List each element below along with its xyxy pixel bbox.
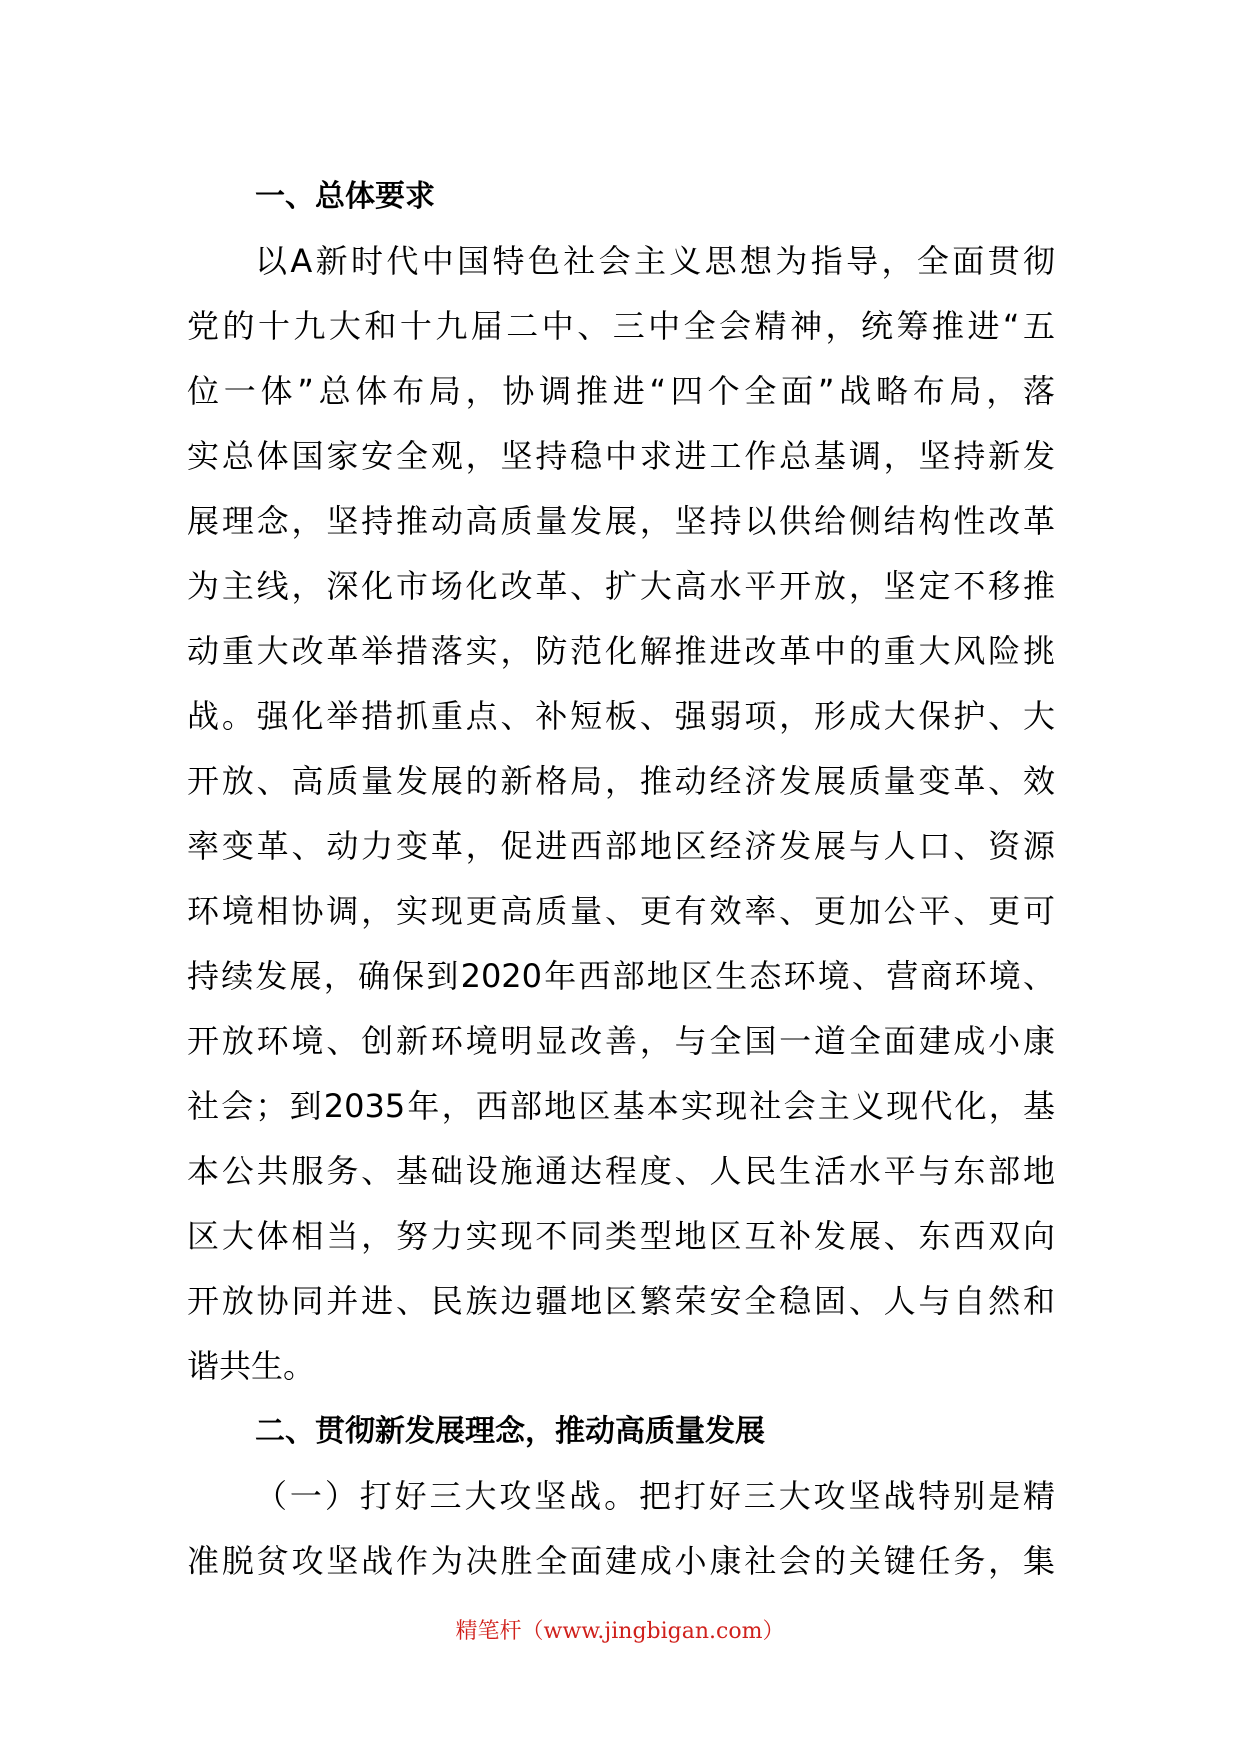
paragraph-line: 党的十九大和十九届二中、三中全会精神，统筹推进“五 bbox=[187, 307, 1055, 345]
paragraph-line: 展理念，坚持推动高质量发展，坚持以供给侧结构性改革 bbox=[187, 502, 1055, 540]
document-body bbox=[187, 164, 1055, 1594]
paragraph-line: 持续发展，确保到2020年西部地区生态环境、营商环境、 bbox=[187, 957, 1055, 995]
paragraph-line: 开放环境、创新环境明显改善，与全国一道全面建成小康 bbox=[187, 1022, 1055, 1060]
paragraph-line: 率变革、动力变革，促进西部地区经济发展与人口、资源 bbox=[187, 827, 1055, 865]
footer-watermark: 精笔杆（www.jingbigan.com） bbox=[455, 1619, 785, 1644]
paragraph-line: （一）打好三大攻坚战。把打好三大攻坚战特别是精 bbox=[255, 1477, 1055, 1515]
paragraph-line: 以A新时代中国特色社会主义思想为指导，全面贯彻 bbox=[255, 242, 1055, 280]
paragraph-line: 为主线，深化市场化改革、扩大高水平开放，坚定不移推 bbox=[187, 567, 1055, 605]
paragraph-line: 环境相协调，实现更高质量、更有效率、更加公平、更可 bbox=[187, 892, 1055, 930]
section-1-paragraph bbox=[187, 229, 1055, 1399]
section-2-paragraph bbox=[187, 1464, 1055, 1594]
paragraph-line: 战。强化举措抓重点、补短板、强弱项，形成大保护、大 bbox=[187, 697, 1055, 735]
paragraph-line: 动重大改革举措落实，防范化解推进改革中的重大风险挑 bbox=[187, 632, 1055, 670]
paragraph-line: 实总体国家安全观，坚持稳中求进工作总基调，坚持新发 bbox=[187, 437, 1055, 475]
paragraph-line: 本公共服务、基础设施通达程度、人民生活水平与东部地 bbox=[187, 1152, 1055, 1190]
paragraph-line: 社会；到2035年，西部地区基本实现社会主义现代化，基 bbox=[187, 1087, 1055, 1125]
section-heading-1: 一、总体要求 bbox=[255, 179, 435, 214]
paragraph-line: 准脱贫攻坚战作为决胜全面建成小康社会的关键任务，集 bbox=[187, 1542, 1055, 1580]
paragraph-line: 区大体相当，努力实现不同类型地区互补发展、东西双向 bbox=[187, 1217, 1055, 1255]
section-heading-2: 二、贯彻新发展理念，推动高质量发展 bbox=[255, 1414, 765, 1449]
paragraph-line: 开放协同并进、民族边疆地区繁荣安全稳固、人与自然和 bbox=[187, 1282, 1055, 1320]
paragraph-line: 谐共生。 bbox=[187, 1347, 316, 1385]
paragraph-line: 位一体”总体布局，协调推进“四个全面”战略布局，落 bbox=[187, 372, 1055, 410]
paragraph-line: 开放、高质量发展的新格局，推动经济发展质量变革、效 bbox=[187, 762, 1055, 800]
